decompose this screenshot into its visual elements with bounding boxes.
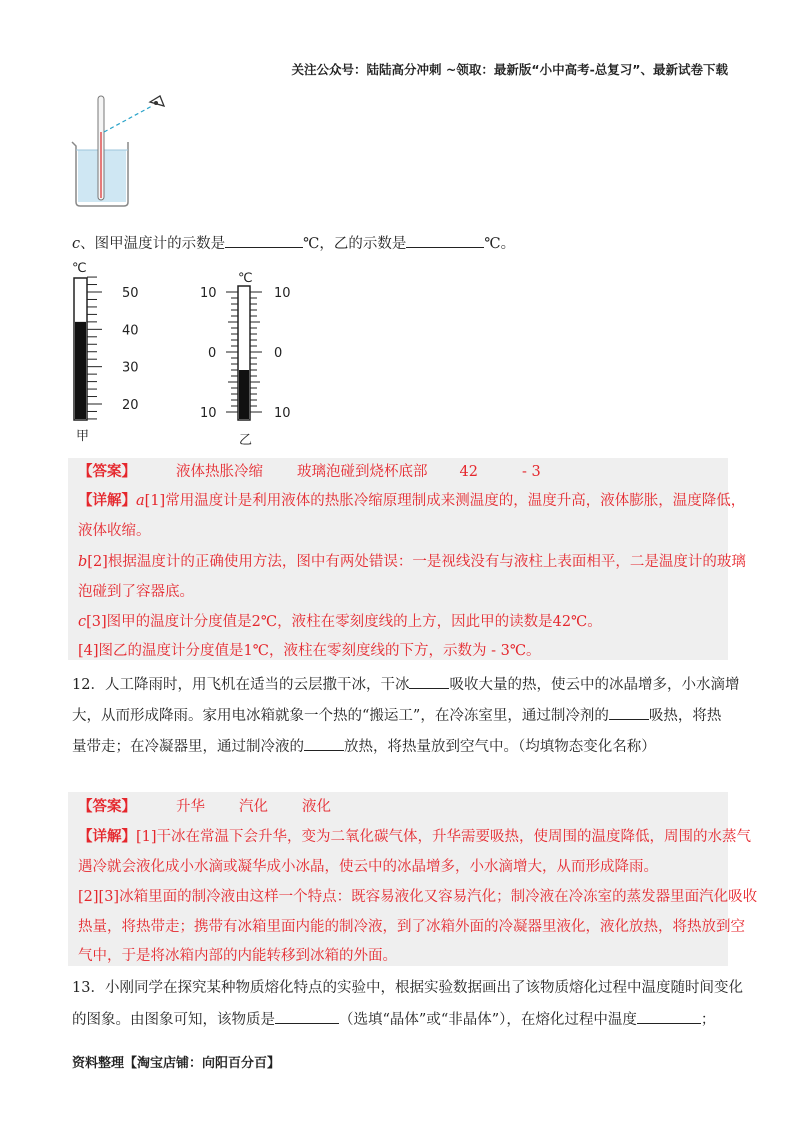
q12-l3b: 放热，将热量放到空气中。（均填物态变化名称） [344,739,656,755]
eye-icon [150,96,164,106]
jia-tick-label: 20 [122,398,139,413]
detail-11-p2b: 泡碰到了容器底。 [78,584,194,600]
detail-11-p3 [78,612,602,632]
q13-l2b: （选填“晶体”或“非晶体”），在熔化过程中温度 [339,1012,637,1028]
part-c-text-3: ℃。 [484,236,516,252]
detail-11-p3-text: [3]图甲的温度计分度值是2℃，液柱在零刻度线的上方，因此甲的读数是42℃。 [86,614,602,630]
q12-l1a: 12．人工降雨时，用飞机在适当的云层撒干冰，干冰 [72,677,410,693]
yi-right-label-bottom: 10 [274,406,291,421]
jia-scale [87,277,139,419]
detail-11-p2-label: b [78,554,88,570]
q12-blank-2[interactable] [609,705,649,720]
jia-unit: ℃ [72,261,87,276]
detail-11-p1-label: a [136,493,145,509]
jia-caption: 甲 [76,429,90,444]
detail-12-l1-text: [1]干冰在常温下会升华，变为二氧化碳气体，升华需要吸热，使周围的温度降低，周围的水蒸气 [136,829,752,845]
beaker-thermometer-illustration [68,92,178,212]
yi-caption: 乙 [239,433,253,446]
answer-11-a4: - 3 [521,464,541,480]
thermometer-jia [66,258,166,448]
detail-11-p2-text: [2]根据温度计的正确使用方法，图中有两处错误：一是视线没有与液柱上表面相平，二是温度计的玻璃 [87,554,746,570]
q12-line-3 [72,736,656,757]
answer-12-a3: 液化 [302,799,331,815]
answer-12-a1: 升华 [176,799,205,815]
detail-12-l5: 气中，于是将冰箱内部的内能转移到冰箱的外面。 [78,948,397,964]
q12-l2b: 吸热，将热 [648,708,722,724]
yi-left-label-bottom: 10 [200,406,217,421]
jia-liquid-column [75,322,86,419]
part-c-text-2: ℃，乙的示数是 [303,236,407,252]
detail-12-l3: [2][3]冰箱里面的制冷液由这样一个特点：既容易液化又容易汽化；制冷液在冷冻室的蒸发器里面汽化吸收 [78,889,758,905]
detail-11-p4: [4]图乙的温度计分度值是1℃，液柱在零刻度线的下方，示数为 - 3℃。 [78,643,541,659]
q13-l2a: 的图象。由图象可知，该物质是 [72,1012,275,1028]
q12-l2a: 大，从而形成降雨。家用电冰箱就象一个热的“搬运工”，在冷冻室里，通过制冷剂的 [72,708,609,724]
detail-11-p3-label: c [78,614,87,630]
yi-right-label-top: 10 [274,286,291,301]
yi-left-label-top: 10 [200,286,217,301]
yi-unit: ℃ [238,271,253,286]
detail-11-p1b: 液体收缩。 [78,523,151,539]
detail-11-tag: 【详解】 [78,492,136,509]
thermometer-yi [196,266,306,446]
answer-11-line [78,462,541,482]
jia-tick-label: 40 [122,323,139,339]
q13-line-1: 13．小刚同学在探究某种物质熔化特点的实验中，根据实验数据画出了该物质熔化过程中温度随时间变化 [72,980,743,996]
yi-left-label-zero: 0 [208,346,217,361]
page-header: 关注公众号：陆陆高分冲刺 ~领取：最新版“小中高考-总复习”、最新试卷下载 [291,62,728,77]
answer-11-a1: 液体热胀冷缩 [176,464,263,480]
detail-12-tag: 【详解】 [78,828,136,845]
q13-line-2 [72,1009,715,1030]
yi-liquid-column [239,370,249,419]
q13-l2c: ； [700,1012,716,1028]
jia-tick-label: 50 [122,286,139,301]
answer-box-12 [68,792,728,966]
answer-11-a2: 玻璃泡碰到烧杯底部 [297,464,428,480]
q12-l3a: 量带走；在冷凝器里，通过制冷液的 [72,739,304,755]
q12-line-2 [72,705,721,726]
detail-12-l2: 遇冷就会液化成小水滴或凝华成小冰晶，使云中的冰晶增多，小水滴增大，从而形成降雨。 [78,859,658,875]
q13-blank-2[interactable] [637,1009,701,1024]
blank-yi[interactable] [406,233,484,248]
answer-12-tag: 【答案】 [78,798,136,815]
q13-blank-1[interactable] [275,1009,339,1024]
detail-11-p2 [78,552,746,572]
answer-11-tag: 【答案】 [78,463,136,480]
detail-11-p1-text: [1]常用温度计是利用液体的热胀冷缩原理制成来测温度的，温度升高，液体膨胀，温度降低， [144,493,746,509]
blank-jia[interactable] [225,233,303,248]
part-c-label: c [72,236,81,252]
answer-12-line [78,797,331,817]
jia-tick-label: 30 [122,360,139,376]
q12-l1b: 吸收大量的热，使云中的冰晶增多，小水滴增 [449,677,740,693]
detail-12-l4: 热量，将热带走；携带有冰箱里面内能的制冷液，到了冰箱外面的冷凝器里液化，液化放热，将热放到空 [78,919,745,935]
q12-line-1 [72,674,739,695]
part-c-question [72,233,515,254]
page-footer: 资料整理【淘宝店铺：向阳百分百】 [72,1056,281,1071]
q12-blank-3[interactable] [304,736,344,751]
answer-12-a2: 汽化 [239,799,268,815]
answer-11-a3: 42 [459,464,478,480]
part-c-text-1: 、图甲温度计的示数是 [80,236,226,252]
detail-11-p1 [78,491,745,511]
detail-12-l1 [78,827,751,847]
yi-right-label-zero: 0 [274,346,283,361]
q12-blank-1[interactable] [409,674,449,689]
